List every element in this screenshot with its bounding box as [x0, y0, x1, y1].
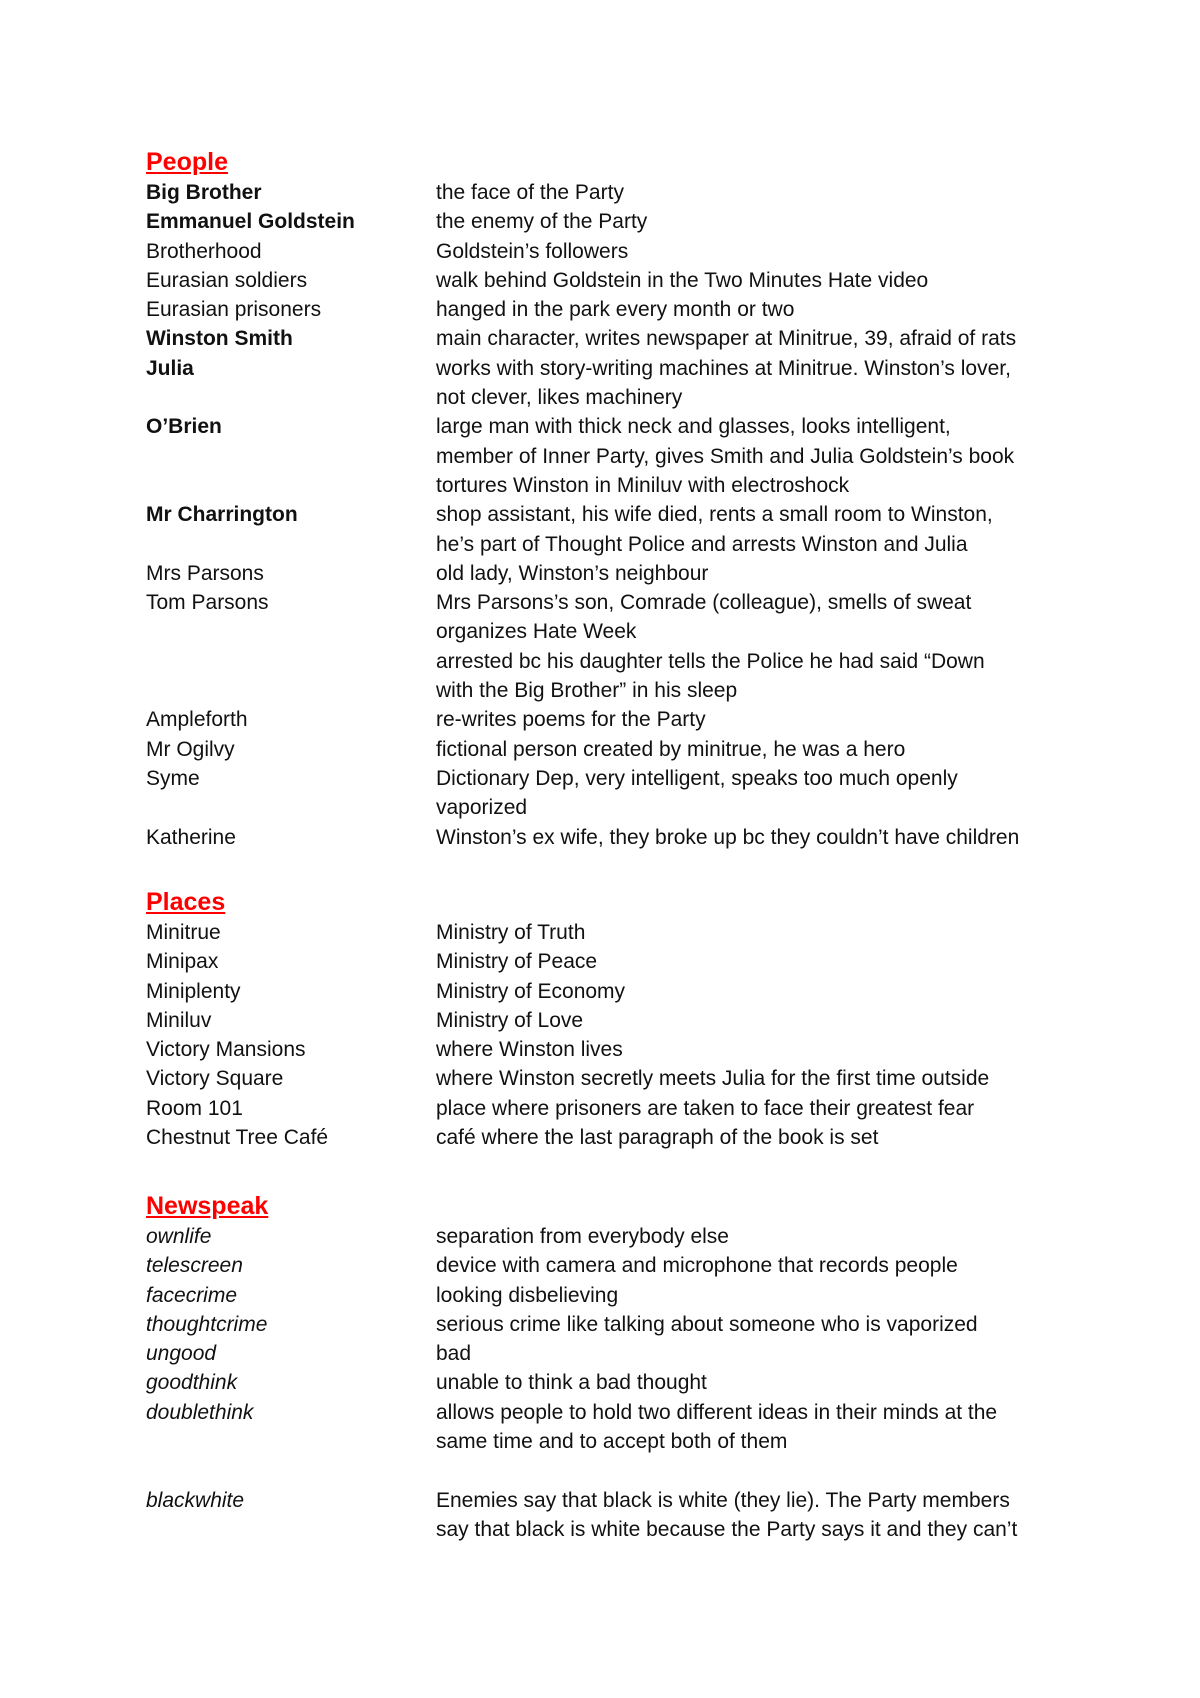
definition-line: place where prisoners are taken to face their greatest fear [436, 1096, 975, 1120]
glossary-term: Brotherhood [146, 239, 262, 263]
glossary-row [146, 1035, 1086, 1064]
glossary-term: facecrime [146, 1283, 238, 1307]
glossary-definition [436, 1006, 1086, 1035]
glossary-definition [436, 764, 1086, 823]
glossary-term: Mrs Parsons [146, 561, 264, 585]
definition-line: Dictionary Dep, very intelligent, speaks too much openly [436, 766, 958, 790]
definition-line: arrested bc his daughter tells the Police he had said “Down [436, 649, 985, 673]
glossary-definition [436, 1310, 1086, 1339]
definition-line: where Winston lives [436, 1038, 623, 1062]
glossary-term: thoughtcrime [146, 1312, 268, 1336]
glossary-term: goodthink [146, 1371, 238, 1395]
glossary-term: O’Brien [146, 415, 222, 439]
glossary-term: Eurasian soldiers [146, 268, 308, 292]
glossary-term: Victory Mansions [146, 1038, 306, 1062]
definition-line: Enemies say that black is white (they lie). The Party members [436, 1488, 1010, 1512]
definition-line: fictional person created by minitrue, he was a hero [436, 737, 906, 761]
glossary-row [146, 207, 1086, 236]
glossary-term: blackwhite [146, 1488, 245, 1512]
glossary-term: Chestnut Tree Café [146, 1126, 329, 1150]
glossary-term: Big Brother [146, 181, 262, 204]
definition-line: Ministry of Economy [436, 979, 626, 1003]
glossary-row [146, 178, 1086, 207]
glossary-row [146, 735, 1086, 764]
glossary-term: Julia [146, 356, 194, 380]
section-title: Places [146, 888, 226, 916]
definition-line: Ministry of Truth [436, 921, 586, 944]
definition-line: with the Big Brother” in his sleep [436, 679, 738, 703]
glossary-definition [436, 588, 1086, 705]
definition-line: say that black is white because the Party says it and they can’t [436, 1517, 1018, 1541]
definition-line: Ministry of Peace [436, 950, 598, 974]
glossary-term: Victory Square [146, 1067, 284, 1091]
glossary-definition [436, 1222, 1086, 1251]
glossary-definition [436, 918, 1086, 947]
definition-line: where Winston secretly meets Julia for the first time outside [436, 1067, 990, 1091]
glossary-row [146, 918, 1086, 947]
glossary-row [146, 237, 1086, 266]
glossary-term: Ampleforth [146, 708, 248, 732]
glossary-definition [436, 1368, 1086, 1397]
glossary-row [146, 1339, 1086, 1368]
glossary-term: telescreen [146, 1254, 243, 1278]
definition-line [436, 1456, 1086, 1485]
definition-line: vaporized [436, 796, 528, 820]
definition-line: Goldstein’s followers [436, 239, 629, 263]
definition-line: Ministry of Love [436, 1008, 584, 1032]
glossary-row [146, 947, 1086, 976]
glossary-row [146, 412, 1086, 500]
glossary-row [146, 977, 1086, 1006]
definition-line: looking disbelieving [436, 1283, 619, 1307]
glossary-definition [436, 1064, 1086, 1093]
glossary-definition [436, 1035, 1086, 1064]
glossary-definition [436, 324, 1086, 353]
definition-line: organizes Hate Week [436, 620, 637, 644]
glossary-term: Minipax [146, 950, 219, 974]
glossary-row [146, 1222, 1086, 1251]
definition-line: main character, writes newspaper at Minitrue, 39, afraid of rats [436, 327, 1017, 351]
definition-line: Mrs Parsons’s son, Comrade (colleague), smells of sweat [436, 591, 972, 615]
glossary-term: Tom Parsons [146, 591, 269, 615]
term-list [146, 1222, 1086, 1544]
glossary-row [146, 559, 1086, 588]
definition-line: separation from everybody else [436, 1225, 729, 1248]
term-list [146, 178, 1086, 852]
definition-line: Winston’s ex wife, they broke up bc they couldn’t have children [436, 825, 1020, 849]
glossary-term: Winston Smith [146, 327, 293, 351]
term-list [146, 918, 1086, 1152]
glossary-row [146, 823, 1086, 852]
glossary-row [146, 1251, 1086, 1280]
glossary-row [146, 354, 1086, 413]
section-people [146, 146, 1086, 852]
glossary-term: Katherine [146, 825, 236, 849]
definition-line: device with camera and microphone that records people [436, 1254, 958, 1278]
glossary-definition [436, 412, 1086, 500]
glossary-definition [436, 1123, 1086, 1152]
glossary-definition [436, 735, 1086, 764]
glossary-term: Miniluv [146, 1008, 212, 1032]
glossary-definition [436, 1094, 1086, 1123]
glossary-term: Syme [146, 766, 200, 790]
glossary-row [146, 500, 1086, 559]
glossary-term: Miniplenty [146, 979, 241, 1003]
section-title: People [146, 148, 228, 176]
glossary-definition [436, 705, 1086, 734]
glossary-definition [436, 1398, 1086, 1486]
glossary-row [146, 1006, 1086, 1035]
glossary-term: Eurasian prisoners [146, 298, 322, 322]
glossary-row [146, 1064, 1086, 1093]
glossary-row [146, 1281, 1086, 1310]
glossary-definition [436, 295, 1086, 324]
definition-line: bad [436, 1342, 472, 1366]
glossary-definition [436, 977, 1086, 1006]
glossary-definition [436, 1339, 1086, 1368]
definition-line: he’s part of Thought Police and arrests Winston and Julia [436, 532, 968, 556]
glossary-term: ungood [146, 1342, 217, 1366]
definition-line: same time and to accept both of them [436, 1430, 788, 1454]
glossary-row [146, 295, 1086, 324]
definition-line: the enemy of the Party [436, 210, 648, 234]
glossary-term: Mr Charrington [146, 503, 298, 527]
definition-line: the face of the Party [436, 181, 624, 204]
glossary-term: Mr Ogilvy [146, 737, 235, 761]
glossary-row [146, 1486, 1086, 1545]
definition-line: tortures Winston in Miniluv with electroshock [436, 473, 850, 497]
glossary-definition [436, 178, 1086, 207]
glossary-row [146, 1094, 1086, 1123]
section-newspeak [146, 1190, 1086, 1544]
glossary-definition [436, 237, 1086, 266]
glossary-row [146, 764, 1086, 823]
glossary-term: Emmanuel Goldstein [146, 210, 355, 234]
definition-line: hanged in the park every month or two [436, 298, 795, 322]
glossary-row [146, 1368, 1086, 1397]
glossary-definition [436, 1486, 1086, 1545]
glossary-definition [436, 559, 1086, 588]
definition-line: café where the last paragraph of the book is set [436, 1126, 879, 1150]
glossary-definition [436, 823, 1086, 852]
glossary-definition [436, 1281, 1086, 1310]
definition-line: allows people to hold two different ideas in their minds at the [436, 1400, 998, 1424]
section-places [146, 886, 1086, 1152]
glossary-row [146, 705, 1086, 734]
glossary-row [146, 588, 1086, 705]
glossary-row [146, 324, 1086, 353]
definition-line: shop assistant, his wife died, rents a small room to Winston, [436, 503, 993, 527]
glossary-term: doublethink [146, 1400, 254, 1424]
definition-line: unable to think a bad thought [436, 1371, 707, 1395]
definition-line: large man with thick neck and glasses, looks intelligent, [436, 415, 951, 439]
glossary-definition [436, 947, 1086, 976]
glossary-row [146, 1310, 1086, 1339]
definition-line: not clever, likes machinery [436, 386, 683, 410]
glossary-definition [436, 207, 1086, 236]
definition-line: walk behind Goldstein in the Two Minutes Hate video [436, 268, 929, 292]
glossary-row [146, 1123, 1086, 1152]
glossary-term: ownlife [146, 1225, 212, 1248]
glossary-term: Minitrue [146, 921, 221, 944]
definition-line: old lady, Winston’s neighbour [436, 561, 709, 585]
glossary-row [146, 266, 1086, 295]
glossary-definition [436, 354, 1086, 413]
definition-line: member of Inner Party, gives Smith and Julia Goldstein’s book [436, 444, 1015, 468]
glossary-definition [436, 266, 1086, 295]
glossary-row [146, 1398, 1086, 1486]
definition-line: serious crime like talking about someone who is vaporized [436, 1312, 978, 1336]
section-title: Newspeak [146, 1192, 269, 1220]
glossary-term: Room 101 [146, 1096, 243, 1120]
definition-line: re-writes poems for the Party [436, 708, 706, 732]
glossary-definition [436, 500, 1086, 559]
definition-line: works with story-writing machines at Minitrue. Winston’s lover, [436, 356, 1011, 380]
glossary-definition [436, 1251, 1086, 1280]
